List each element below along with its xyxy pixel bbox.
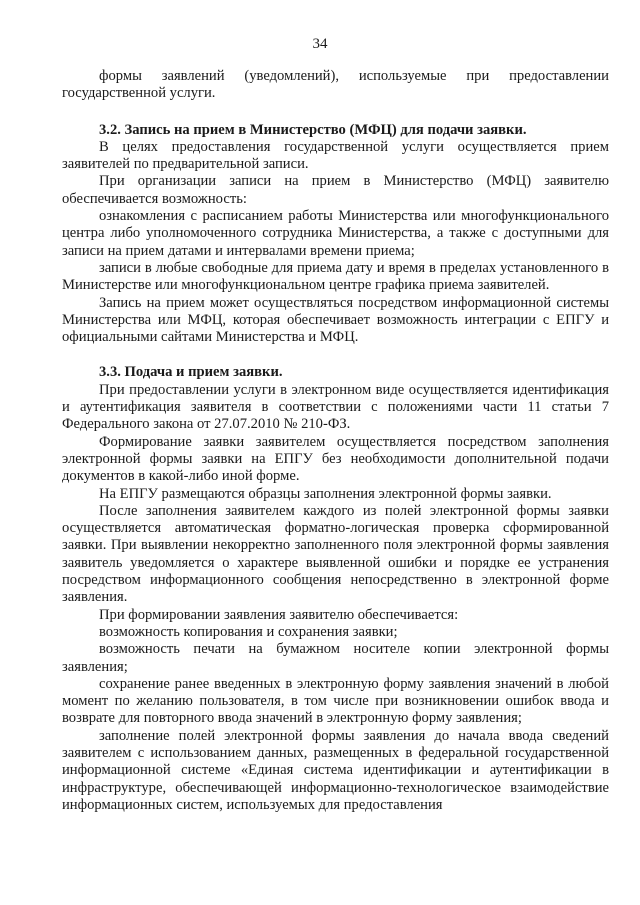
- section-heading: 3.3. Подача и прием заявки.: [99, 364, 283, 381]
- paragraph: При формировании заявления заявителю обеспечивается:: [99, 606, 459, 623]
- document-body: [62, 68, 609, 814]
- paragraph: записи в любые свободные для приема дату и время в пределах установленного в Министерстве или многофункциональном центре графика приема заявителей.: [62, 259, 609, 294]
- paragraph: сохранение ранее введенных в электронную форму заявления значений в любой момент по желанию пользователя, в том числе при возникновении ошибок ввода и возврате для повторного ввода значений в электронную форму заявления;: [62, 675, 609, 727]
- paragraph: возможность копирования и сохранения заявки;: [99, 623, 398, 640]
- section-heading: 3.2. Запись на прием в Министерство (МФЦ) для подачи заявки.: [99, 121, 527, 138]
- paragraph: ознакомления с расписанием работы Министерства или многофункционального центра либо уполномоченного сотрудника Министерства, а также с доступными для записи на прием датами и интервалами времени приема;: [62, 208, 609, 259]
- paragraph: формы заявлений (уведомлений), используемые при предоставлении государственной услуги.: [62, 68, 609, 102]
- paragraph: Формирование заявки заявителем осуществляется посредством заполнения электронной формы заявки на ЕПГУ без необходимости дополнительной подачи документов в какой-либо иной форме.: [62, 433, 609, 485]
- paragraph: При организации записи на прием в Министерство (МФЦ) заявителю обеспечивается возможность:: [62, 173, 609, 207]
- paragraph: После заполнения заявителем каждого из полей электронной формы заявки осуществляется автоматическая форматно-логическая проверка сформированной заявки. При выявлении некорректно заполненного поля электронной формы заявления заявитель уведомляется о характере выявленной ошибки и порядке ее устранения посредством информационного сообщения непосредственно в электронной форме заявления.: [62, 502, 609, 606]
- paragraph: При предоставлении услуги в электронном виде осуществляется идентификация и аутентификация заявителя в соответствии с положениями части 11 статьи 7 Федерального закона от 27.07.2010 № 210-ФЗ.: [62, 381, 609, 433]
- paragraph: В целях предоставления государственной услуги осуществляется прием заявителей по предварительной записи.: [62, 138, 609, 173]
- page-number: 34: [312, 36, 328, 52]
- paragraph: Запись на прием может осуществляться посредством информационной системы Министерства или МФЦ, которая обеспечивает возможность интеграции с ЕПГУ и официальными сайтами Министерства и МФЦ.: [62, 294, 609, 346]
- paragraph: заполнение полей электронной формы заявления до начала ввода сведений заявителем с использованием данных, размещенных в федеральной государственной информационной системе «Единая система идентификации и аутентификации в инфраструктуре, обеспечивающей информационно-технологическое взаимодействие информационных систем, используемых для предоставления: [62, 727, 609, 813]
- paragraph: На ЕПГУ размещаются образцы заполнения электронной формы заявки.: [99, 485, 552, 502]
- paragraph: возможность печати на бумажном носителе копии электронной формы заявления;: [62, 641, 609, 675]
